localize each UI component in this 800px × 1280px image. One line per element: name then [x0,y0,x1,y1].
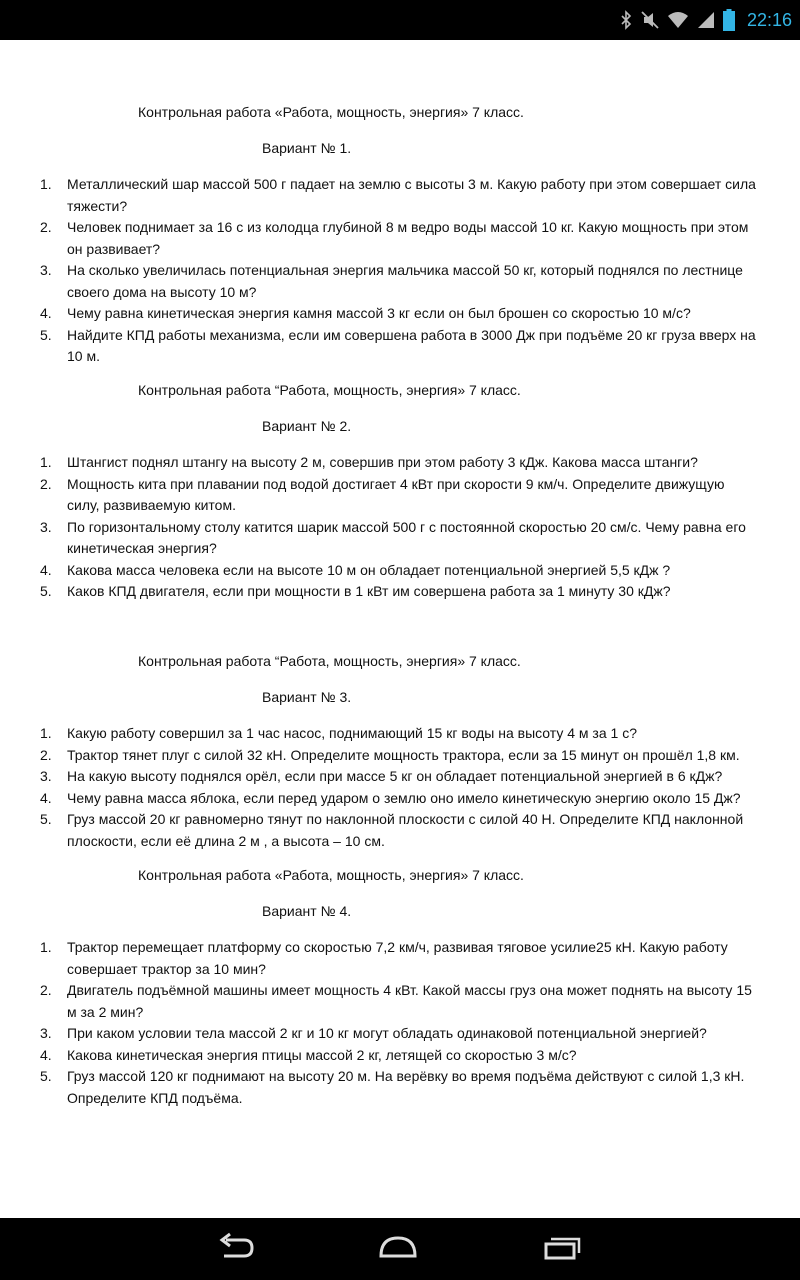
list-item: 5. Каков КПД двигателя, если при мощности в 1 кВт им совершена работа за 1 минуту 30 кДж? [40,583,671,599]
question-list [0,174,760,368]
wifi-icon [667,11,689,29]
variant-heading: Вариант № 4. [262,903,352,919]
list-item: 3. На сколько увеличилась потенциальная энергия мальчика массой 50 кг, который поднялся по лестнице своего дома на высоту 10 м? [40,262,743,300]
recent-apps-button[interactable] [542,1232,582,1267]
list-item: 4. Чему равна кинетическая энергия камня массой 3 кг если он был брошен со скоростью 10 м/с? [40,305,691,321]
list-item: 5. Груз массой 20 кг равномерно тянут по наклонной плоскости с силой 40 Н. Определите КПД наклонной плоскости, если её длина 2 м , а высота – 10 см. [40,811,744,849]
variant-heading: Вариант № 3. [262,689,352,705]
list-item: 2. Двигатель подъёмной машины имеет мощность 4 кВт. Какой массы груз она может поднять на высоту 15 м за 2 мин? [40,982,752,1020]
variant-heading: Вариант № 2. [262,418,352,434]
mute-icon [641,10,659,30]
list-item: 4. Какова кинетическая энергия птицы массой 2 кг, летящей со скоростью 3 м/с? [40,1046,577,1063]
battery-icon [723,9,735,31]
back-icon [216,1232,256,1262]
section-title: Контрольная работа “Работа, мощность, энергия» 7 класс. [138,653,521,669]
list-item: 4. Чему равна масса яблока, если перед ударом о землю оно имело кинетическую энергию около 15 Дж? [40,789,741,806]
question-list [0,723,760,852]
signal-icon [697,11,715,29]
section-title: Контрольная работа «Работа, мощность, энергия» 7 класс. [138,867,524,883]
list-item: 3. На какую высоту поднялся орёл, если при массе 5 кг он обладает потенциальной энергией в 6 кДж? [40,768,723,784]
list-item: 1. Штангист поднял штангу на высоту 2 м, совершив при этом работу 3 кДж. Какова масса штанги? [40,454,698,470]
home-button[interactable] [378,1232,418,1267]
list-item: 3. По горизонтальному столу катится шарик массой 500 г с постоянной скоростью 20 см/с. Чему равна его кинетическая энергия? [40,518,746,556]
section-title: Контрольная работа «Работа, мощность, энергия» 7 класс. [138,104,524,120]
status-bar [0,0,800,40]
list-item: 4. Какова масса человека если на высоте 10 м он обладает потенциальной энергией 5,5 кДж ? [40,561,671,578]
recent-apps-icon [542,1232,582,1262]
clock: 22:16 [746,9,792,30]
navigation-bar [0,1218,800,1280]
back-button[interactable] [216,1232,256,1267]
bluetooth-icon [619,10,633,30]
list-item: 1. Какую работу совершил за 1 час насос, поднимающий 15 кг воды на высоту 4 м за 1 с? [40,725,637,741]
status-icons [619,0,800,40]
document-page[interactable] [0,40,800,1218]
question-list [0,452,760,603]
list-item: 5. Найдите КПД работы механизма, если им совершена работа в 3000 Дж при подъёме 20 кг груза вверх на 10 м. [40,326,756,364]
list-item: 5. Груз массой 120 кг поднимают на высоту 20 м. На верёвку во время подъёма действуют с силой 1,3 кН. Определите КПД подъёма. [40,1068,745,1106]
list-item: 2. Трактор тянет плуг с силой 32 кН. Определите мощность трактора, если за 15 минут он прошёл 1,8 км. [40,746,740,763]
variant-heading: Вариант № 1. [262,140,352,156]
list-item: 2. Человек поднимает за 16 с из колодца глубиной 8 м ведро воды массой 10 кг. Какую мощность при этом он развивает? [40,219,749,257]
list-item: 1. Металлический шар массой 500 г падает на землю с высоты 3 м. Какую работу при этом совершает сила тяжести? [40,176,756,214]
list-item: 1. Трактор перемещает платформу со скоростью 7,2 км/ч, развивая тяговое усилие25 кН. Какую работу совершает трактор за 10 мин? [40,939,728,977]
list-item: 3. При каком условии тела массой 2 кг и 10 кг могут обладать одинаковой потенциальной энергией? [40,1025,707,1041]
list-item: 2. Мощность кита при плавании под водой достигает 4 кВт при скорости 9 км/ч. Определите движущую силу, развиваемую китом. [40,475,725,513]
section-title: Контрольная работа “Работа, мощность, энергия» 7 класс. [138,382,521,398]
home-icon [378,1232,418,1262]
question-list [0,937,760,1109]
